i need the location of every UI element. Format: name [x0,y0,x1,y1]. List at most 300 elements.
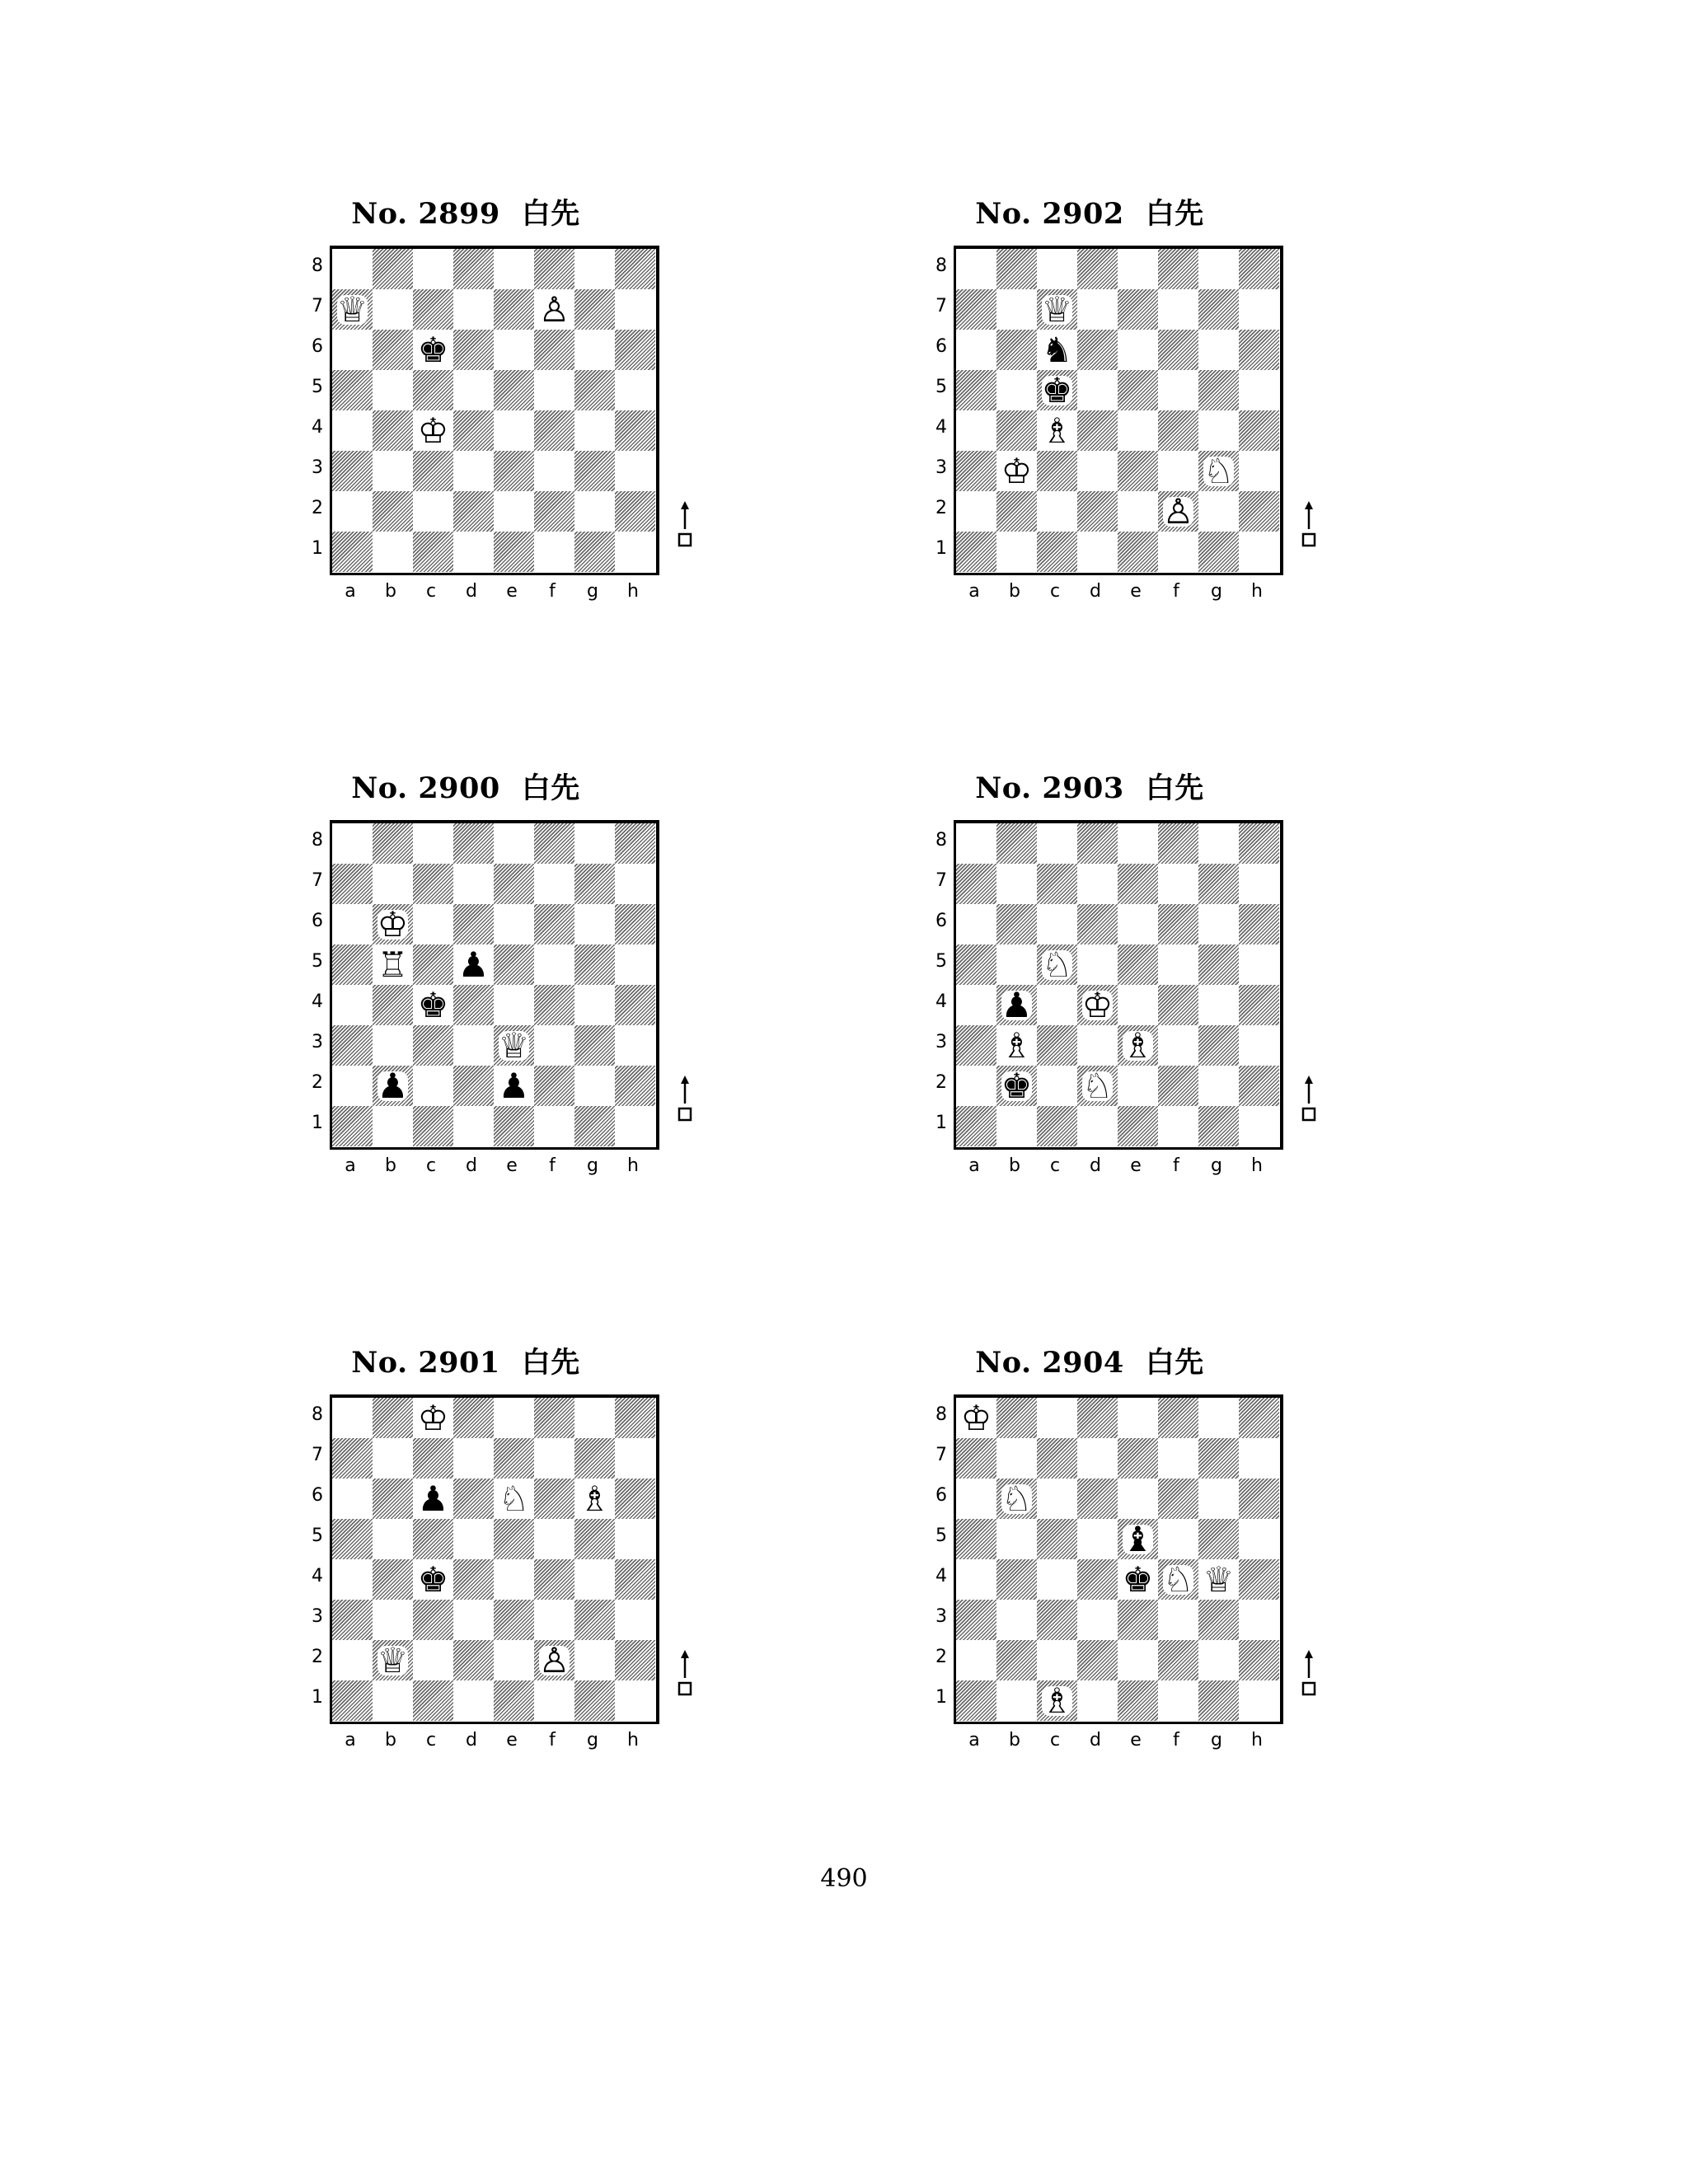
chess-piece: ♘ [1001,1479,1033,1519]
chess-piece: ♔ [960,1398,992,1438]
board-square [1077,1559,1118,1600]
board-square [453,1025,494,1066]
board-square [1239,944,1279,985]
board-square [574,491,615,532]
chess-board [954,1394,1283,1724]
board-square [453,249,494,289]
chess-piece: ♞ [1041,330,1073,370]
rank-label: 1 [935,1687,947,1708]
rank-label: 7 [935,296,947,316]
chess-piece: ♗ [1122,1025,1154,1066]
chess-piece: ♗ [579,1479,611,1519]
board-square [574,532,615,572]
board-square [1198,1398,1239,1438]
puzzle-number: No. 2901 [351,1346,500,1380]
board-square [1077,1640,1118,1680]
board-square [574,904,615,944]
board-square [453,330,494,370]
file-label: e [506,581,518,602]
white-to-move-icon [675,501,695,551]
board-square [1239,1438,1279,1479]
board-square [1239,1640,1279,1680]
board-square [574,864,615,904]
board-square [615,491,655,532]
board-square [453,1559,494,1600]
board-square [1118,1680,1158,1721]
board-square [1118,1398,1158,1438]
board-square [534,410,574,451]
chess-piece: ♕ [336,289,368,330]
board-square [615,985,655,1025]
board-square [1037,1600,1077,1640]
white-to-move-icon [1299,501,1319,551]
board-square [956,864,996,904]
side-to-move-label: 白先 [521,1347,580,1380]
file-label: c [425,581,437,602]
board-square [413,491,453,532]
chess-diagram [884,194,1296,656]
board-square [1037,823,1077,864]
board-square [996,1398,1037,1438]
rank-label: 6 [312,911,323,931]
board-square [453,1680,494,1721]
chess-piece: ♟ [417,1479,449,1519]
board-square [494,1398,534,1438]
board-square [373,249,413,289]
file-label: f [1173,1155,1179,1176]
puzzle-title [884,1343,1296,1383]
board-square [956,1640,996,1680]
rank-label: 4 [935,1566,947,1586]
board-square [1037,1025,1077,1066]
board-square [1118,864,1158,904]
rank-label: 2 [935,1647,947,1667]
board-square [956,1438,996,1479]
board-square [1037,249,1077,289]
board-square [534,1438,574,1479]
board-square [574,1025,615,1066]
file-label: e [506,1730,518,1750]
board-square [413,1600,453,1640]
board-square [956,944,996,985]
board-square [1037,532,1077,572]
rank-label: 1 [935,1113,947,1133]
board-square [1198,1479,1239,1519]
board-square [1158,249,1198,289]
rank-label: 7 [935,870,947,891]
file-label: c [1049,581,1061,602]
board-square [956,532,996,572]
board-square [534,1680,574,1721]
white-to-move-icon [1299,1650,1319,1699]
chess-piece: ♗ [1041,410,1073,451]
board-square [1198,1025,1239,1066]
rank-label: 3 [935,457,947,478]
board-square [996,904,1037,944]
rank-label: 3 [312,1032,323,1052]
board-square [534,1106,574,1146]
board-square [494,1680,534,1721]
board-square [1198,944,1239,985]
board-square [413,451,453,491]
board-square [1077,1680,1118,1721]
chess-piece: ♚ [1122,1559,1154,1600]
board-square [453,491,494,532]
board-square [453,532,494,572]
rank-label: 3 [935,1606,947,1627]
board-square [534,1519,574,1559]
board-square [373,1600,413,1640]
board-square [413,1519,453,1559]
rank-label: 5 [935,1526,947,1546]
board-square [574,451,615,491]
puzzle-number: No. 2903 [975,771,1124,805]
puzzle-number: No. 2902 [975,197,1124,231]
board-square [1198,1640,1239,1680]
board-square [1077,864,1118,904]
board-square [453,864,494,904]
board-square [413,1438,453,1479]
board-square [615,1398,655,1438]
board-square [1239,410,1279,451]
chess-piece: ♟ [1001,985,1033,1025]
board-square [615,1559,655,1600]
white-to-move-icon [675,1650,695,1699]
board-square [1198,1106,1239,1146]
board-square [996,410,1037,451]
board-square [1198,289,1239,330]
board-square [996,249,1037,289]
chess-piece: ♔ [1001,451,1033,491]
file-label: b [1009,581,1020,602]
side-to-move-label: 白先 [1145,772,1204,805]
board-square [996,1519,1037,1559]
board-square [1118,451,1158,491]
file-label: d [1090,1730,1101,1750]
board-square [1239,1680,1279,1721]
rank-label: 4 [312,417,323,438]
board-square [1198,532,1239,572]
chess-piece: ♝ [1122,1519,1154,1559]
board-square [1118,944,1158,985]
chess-piece: ♚ [417,985,449,1025]
board-square [332,370,373,410]
board-square [1037,1559,1077,1600]
file-label: c [1049,1730,1061,1750]
chess-board [330,1394,659,1724]
file-label: e [1130,581,1142,602]
board-square [373,532,413,572]
board-square [1037,1519,1077,1559]
board-square [1239,491,1279,532]
chess-piece: ♘ [1041,944,1073,985]
rank-label: 1 [312,1113,323,1133]
file-label: b [1009,1155,1020,1176]
file-label: c [425,1155,437,1176]
board-square [1158,1398,1198,1438]
rank-label: 2 [935,1072,947,1093]
board-square [332,1680,373,1721]
board-square [1198,1519,1239,1559]
board-square [1239,1025,1279,1066]
board-square [1198,985,1239,1025]
board-square [373,1025,413,1066]
file-label: a [968,581,980,602]
board-square [574,985,615,1025]
chess-piece: ♕ [377,1640,409,1680]
board-square [1239,289,1279,330]
board-square [332,1479,373,1519]
board-square [615,1106,655,1146]
chess-board [954,820,1283,1150]
board-square [453,410,494,451]
board-square [332,1600,373,1640]
file-label: d [466,1730,477,1750]
file-label: g [1211,1730,1222,1750]
chess-piece: ♟ [457,944,490,985]
board-square [1239,904,1279,944]
board-square [453,823,494,864]
rank-label: 3 [312,457,323,478]
board-square [1118,491,1158,532]
board-square [1198,1680,1239,1721]
chess-piece: ♟ [377,1066,409,1106]
board-square [1239,532,1279,572]
board-square [453,1640,494,1680]
board-square [413,370,453,410]
board-square [996,1640,1037,1680]
rank-label: 5 [935,377,947,397]
file-label: f [549,1730,556,1750]
board-square [332,1438,373,1479]
file-label: g [1211,581,1222,602]
chess-piece: ♚ [417,330,449,370]
chess-piece: ♘ [498,1479,530,1519]
board-square [453,1066,494,1106]
board-square [494,532,534,572]
file-label: h [627,1730,639,1750]
rank-label: 6 [312,1485,323,1506]
file-label: b [385,581,396,602]
board-square [1198,410,1239,451]
chess-piece: ♙ [538,289,570,330]
chess-diagram [260,194,672,656]
board-square [615,904,655,944]
board-square [996,370,1037,410]
board-square [1158,1680,1198,1721]
board-square [956,1519,996,1559]
puzzle-title [260,1343,672,1383]
rank-label: 8 [312,830,323,851]
board-square [1198,823,1239,864]
board-square [413,904,453,944]
board-square [1158,985,1198,1025]
chess-board [954,246,1283,575]
board-square [996,1680,1037,1721]
white-to-move-icon [1299,1076,1319,1125]
board-square [996,1106,1037,1146]
board-square [332,904,373,944]
side-to-move-label: 白先 [1145,1347,1204,1380]
chess-piece: ♔ [417,1398,449,1438]
board-square [1158,1519,1198,1559]
board-square [373,289,413,330]
file-label: h [627,581,639,602]
board-square [453,1398,494,1438]
board-square [1077,904,1118,944]
board-square [1158,1025,1198,1066]
board-square [494,410,534,451]
file-label: b [385,1155,396,1176]
board-square [1198,1600,1239,1640]
chess-piece: ♘ [1162,1559,1194,1600]
chess-piece: ♔ [417,410,449,451]
board-square [1077,1479,1118,1519]
board-square [1158,1479,1198,1519]
rank-label: 1 [312,538,323,559]
board-square [1037,451,1077,491]
board-square [332,1066,373,1106]
rank-label: 6 [312,336,323,357]
rank-label: 7 [312,296,323,316]
rank-label: 7 [312,1445,323,1465]
board-square [332,330,373,370]
board-square [574,1680,615,1721]
board-square [1198,370,1239,410]
board-square [1239,370,1279,410]
board-square [373,1106,413,1146]
file-label: d [1090,1155,1101,1176]
board-square [615,249,655,289]
board-square [1158,904,1198,944]
board-square [1037,491,1077,532]
board-square [1158,330,1198,370]
board-square [534,985,574,1025]
file-label: g [587,581,598,602]
chess-piece: ♚ [417,1559,449,1600]
board-square [615,823,655,864]
board-square [534,1066,574,1106]
board-square [494,330,534,370]
chess-piece: ♚ [1001,1066,1033,1106]
board-square [956,823,996,864]
board-square [373,451,413,491]
file-label: c [1049,1155,1061,1176]
board-square [534,451,574,491]
board-square [956,985,996,1025]
board-square [534,1479,574,1519]
board-square [574,1066,615,1106]
rank-label: 7 [935,1445,947,1465]
board-square [494,491,534,532]
board-square [332,1559,373,1600]
board-square [1037,864,1077,904]
puzzle-title [884,769,1296,808]
board-square [956,410,996,451]
board-square [373,864,413,904]
board-square [494,1600,534,1640]
board-square [615,1519,655,1559]
board-square [1158,289,1198,330]
board-square [996,1438,1037,1479]
file-label: f [549,581,556,602]
board-square [534,532,574,572]
board-square [956,1066,996,1106]
board-square [534,944,574,985]
rank-label: 5 [312,951,323,972]
rank-label: 5 [312,377,323,397]
rank-label: 6 [935,911,947,931]
board-square [615,1640,655,1680]
board-square [1077,944,1118,985]
board-square [615,864,655,904]
board-square [574,249,615,289]
board-square [373,370,413,410]
board-square [453,1519,494,1559]
chess-diagram [260,769,672,1230]
rank-label: 1 [312,1687,323,1708]
board-square [1037,904,1077,944]
file-label: e [1130,1155,1142,1176]
board-square [1158,823,1198,864]
board-square [956,1025,996,1066]
board-square [1077,370,1118,410]
board-square [1118,1640,1158,1680]
board-square [1118,330,1158,370]
board-square [332,1398,373,1438]
file-label: b [1009,1730,1020,1750]
board-square [956,1680,996,1721]
board-square [574,823,615,864]
board-square [534,249,574,289]
board-square [1077,289,1118,330]
board-square [1118,904,1158,944]
board-square [1239,1398,1279,1438]
board-square [996,289,1037,330]
board-square [1198,904,1239,944]
board-square [1158,1640,1198,1680]
side-to-move-label: 白先 [1145,198,1204,231]
board-square [413,532,453,572]
rank-label: 5 [312,1526,323,1546]
rank-label: 6 [935,1485,947,1506]
board-square [615,532,655,572]
board-square [574,1106,615,1146]
file-label: e [1130,1730,1142,1750]
rank-label: 7 [312,870,323,891]
rank-label: 8 [935,830,947,851]
file-label: d [466,581,477,602]
board-square [574,1559,615,1600]
white-to-move-icon [675,1076,695,1125]
board-square [413,1106,453,1146]
rank-label: 8 [312,1404,323,1425]
board-square [574,330,615,370]
board-square [373,1479,413,1519]
board-square [1198,249,1239,289]
rank-label: 4 [312,1566,323,1586]
board-square [453,985,494,1025]
board-square [1077,249,1118,289]
board-square [996,532,1037,572]
board-square [1118,1106,1158,1146]
rank-label: 2 [312,498,323,518]
board-square [1239,330,1279,370]
board-square [1077,532,1118,572]
file-label: b [385,1730,396,1750]
file-label: d [1090,581,1101,602]
board-square [956,1106,996,1146]
